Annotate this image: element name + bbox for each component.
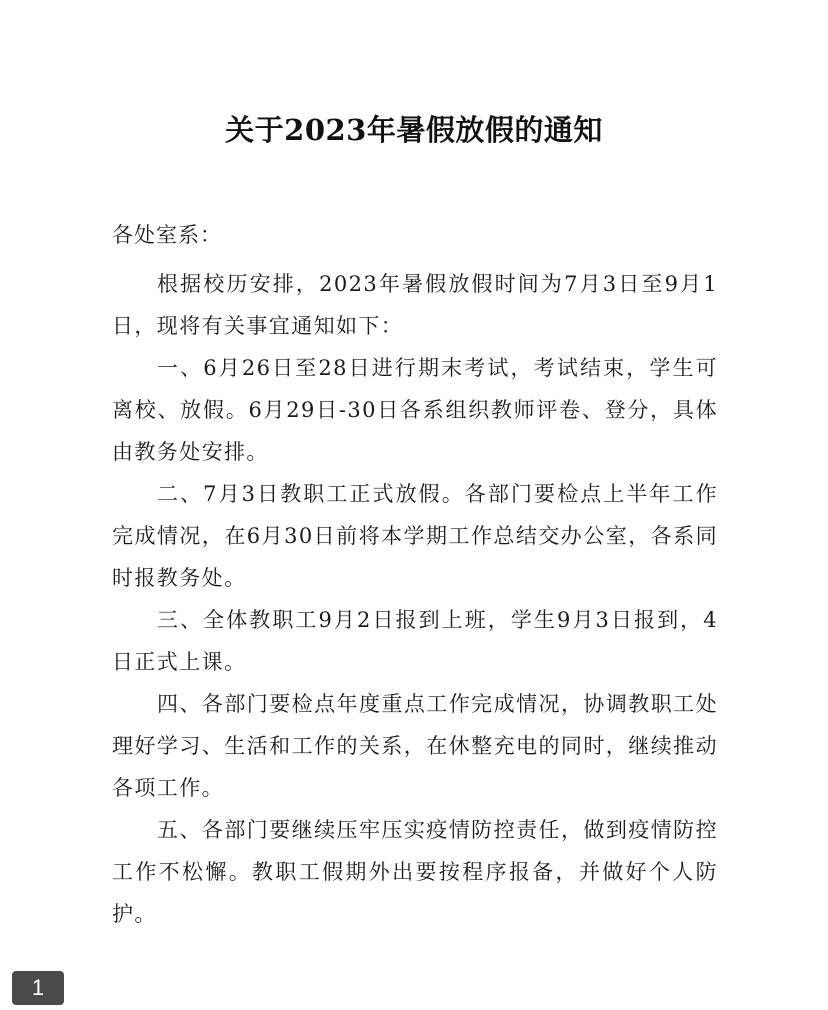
paragraph-item-3: 三、全体教职工9月2日报到上班，学生9月3日报到，4日正式上课。 — [112, 608, 718, 674]
salutation: 各处室系： — [112, 223, 222, 247]
paragraph-item-5: 五、各部门要继续压牢压实疫情防控责任，做到疫情防控工作不松懈。教职工假期外出要按程序报备，并做好个人防护。 — [112, 818, 718, 926]
document-body — [112, 263, 718, 935]
paragraph-item-1: 一、6月26日至28日进行期末考试，考试结束，学生可离校、放假。6月29日-30日各系组织教师评卷、登分，具体由教务处安排。 — [112, 356, 718, 464]
page-number-badge[interactable]: 1 — [12, 971, 64, 1005]
paragraph-item-4: 四、各部门要检点年度重点工作完成情况，协调教职工处理好学习、生活和工作的关系，在休整充电的同时，继续推动各项工作。 — [112, 692, 718, 800]
document-title: 关于2023年暑假放假的通知 — [225, 113, 603, 147]
paragraph-item-2: 二、7月3日教职工正式放假。各部门要检点上半年工作完成情况，在6月30日前将本学期工作总结交办公室，各系同时报教务处。 — [112, 482, 718, 590]
paragraph-intro: 根据校历安排，2023年暑假放假时间为7月3日至9月1日，现将有关事宜通知如下： — [112, 272, 718, 338]
